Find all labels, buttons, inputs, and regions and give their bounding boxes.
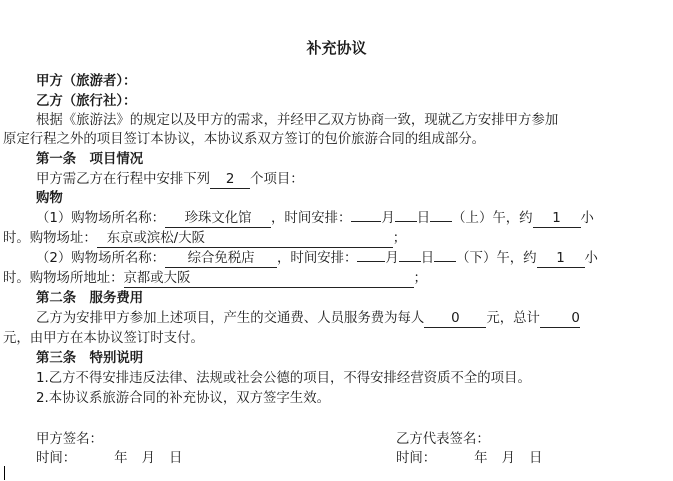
- item1-prefix: （1）购物场所名称：: [36, 211, 166, 226]
- item2-period: （下）午，约: [456, 251, 537, 266]
- item2-day-blank: [399, 261, 421, 262]
- request-suffix: 个项目：: [250, 172, 304, 187]
- shopping-item-2-line-2: [3, 269, 427, 288]
- intro-line-2: 原定行程之外的项目签订本协议，本协议系双方签订的包价旅游合同的组成部分。: [3, 132, 486, 147]
- item2-time-label: ，时间安排：: [277, 251, 358, 266]
- item2-month-blank: [357, 261, 385, 262]
- article2-heading: 第二条 服务费用: [36, 291, 144, 306]
- item1-semicolon: ；: [392, 231, 407, 246]
- party-b-label: 乙方（旅行社）：: [36, 94, 137, 109]
- article2-line-2: 元，由甲方在本协议签订时支付。: [3, 331, 204, 346]
- article3-heading: 第三条 特别说明: [36, 351, 144, 366]
- party-b-year: 年: [474, 451, 488, 466]
- item1-period-blank: [430, 221, 452, 222]
- total-fee: 0: [540, 310, 580, 328]
- shopping-heading: 购物: [36, 191, 63, 206]
- item2-hour-unit: 小: [584, 251, 598, 266]
- per-person-fee: 0: [424, 310, 486, 328]
- request-prefix: 甲方需乙方在行程中安排下列: [36, 172, 211, 187]
- party-a-day: 日: [168, 451, 183, 466]
- item1-time-label: ，时间安排：: [271, 211, 352, 226]
- item2-month: 月: [385, 251, 399, 266]
- party-a-date: [36, 449, 182, 468]
- shopping-item-1-line-1: [36, 209, 594, 228]
- item2-prefix: （2）购物场所名称：: [36, 251, 166, 266]
- party-b-time-label: 时间：: [396, 451, 437, 466]
- item1-month-blank: [351, 221, 381, 222]
- fee-mid: 元，总计: [486, 311, 540, 326]
- article2-line-1: [36, 309, 580, 328]
- item2-address-label: 时。购物场所地址：: [3, 271, 124, 286]
- party-b-day: 日: [528, 451, 543, 466]
- article1-request: [36, 170, 304, 189]
- item2-period-blank: [434, 261, 456, 262]
- party-a-month: 月: [141, 451, 155, 466]
- item1-period: （上）午，约: [452, 211, 533, 226]
- article1-heading: 第一条 项目情况: [36, 152, 144, 167]
- item2-name: 综合免税店: [165, 250, 277, 268]
- item1-day-blank: [395, 221, 417, 222]
- shopping-item-2-line-1: [36, 249, 598, 268]
- article3-item-1: 1.乙方不得安排违反法律、法规或社会公德的项目，不得安排经营资质不全的项目。: [36, 371, 531, 386]
- fee-prefix: 乙方为安排甲方参加上述项目，产生的交通费、人员服务费为每人: [36, 311, 425, 326]
- item2-day: 日: [420, 251, 435, 266]
- request-count: 2: [210, 171, 250, 189]
- party-b-signature: 乙方代表签名：: [396, 432, 490, 447]
- item1-hour-unit: 小: [580, 211, 594, 226]
- item1-day: 日: [416, 211, 431, 226]
- party-b-date: [396, 449, 542, 468]
- party-a-label: 甲方（旅游者）：: [36, 74, 137, 89]
- item1-month: 月: [381, 211, 395, 226]
- party-a-signature: 甲方签名：: [36, 432, 103, 447]
- item1-address-label: 时。购物场址：: [3, 231, 97, 246]
- party-a-year: 年: [114, 451, 128, 466]
- shopping-item-1-line-2: [3, 229, 406, 248]
- intro-line-1: 根据《旅游法》的规定以及甲方的需求，并经甲乙双方协商一致，现就乙方安排甲方参加: [36, 113, 559, 128]
- party-a-time-label: 时间：: [36, 451, 77, 466]
- item2-duration: 1: [537, 250, 585, 268]
- party-b-month: 月: [501, 451, 515, 466]
- text-cursor: [4, 466, 5, 480]
- item2-semicolon: ；: [413, 271, 427, 286]
- item1-name: 珍珠文化馆: [165, 210, 271, 228]
- page-title: 补充协议: [306, 39, 367, 57]
- article3-item-2: 2.本协议系旅游合同的补充协议，双方签字生效。: [36, 391, 330, 406]
- item2-address: 京都或大阪: [124, 270, 414, 288]
- item1-duration: 1: [533, 210, 581, 228]
- item1-address: 东京或滨松/大阪: [97, 230, 393, 248]
